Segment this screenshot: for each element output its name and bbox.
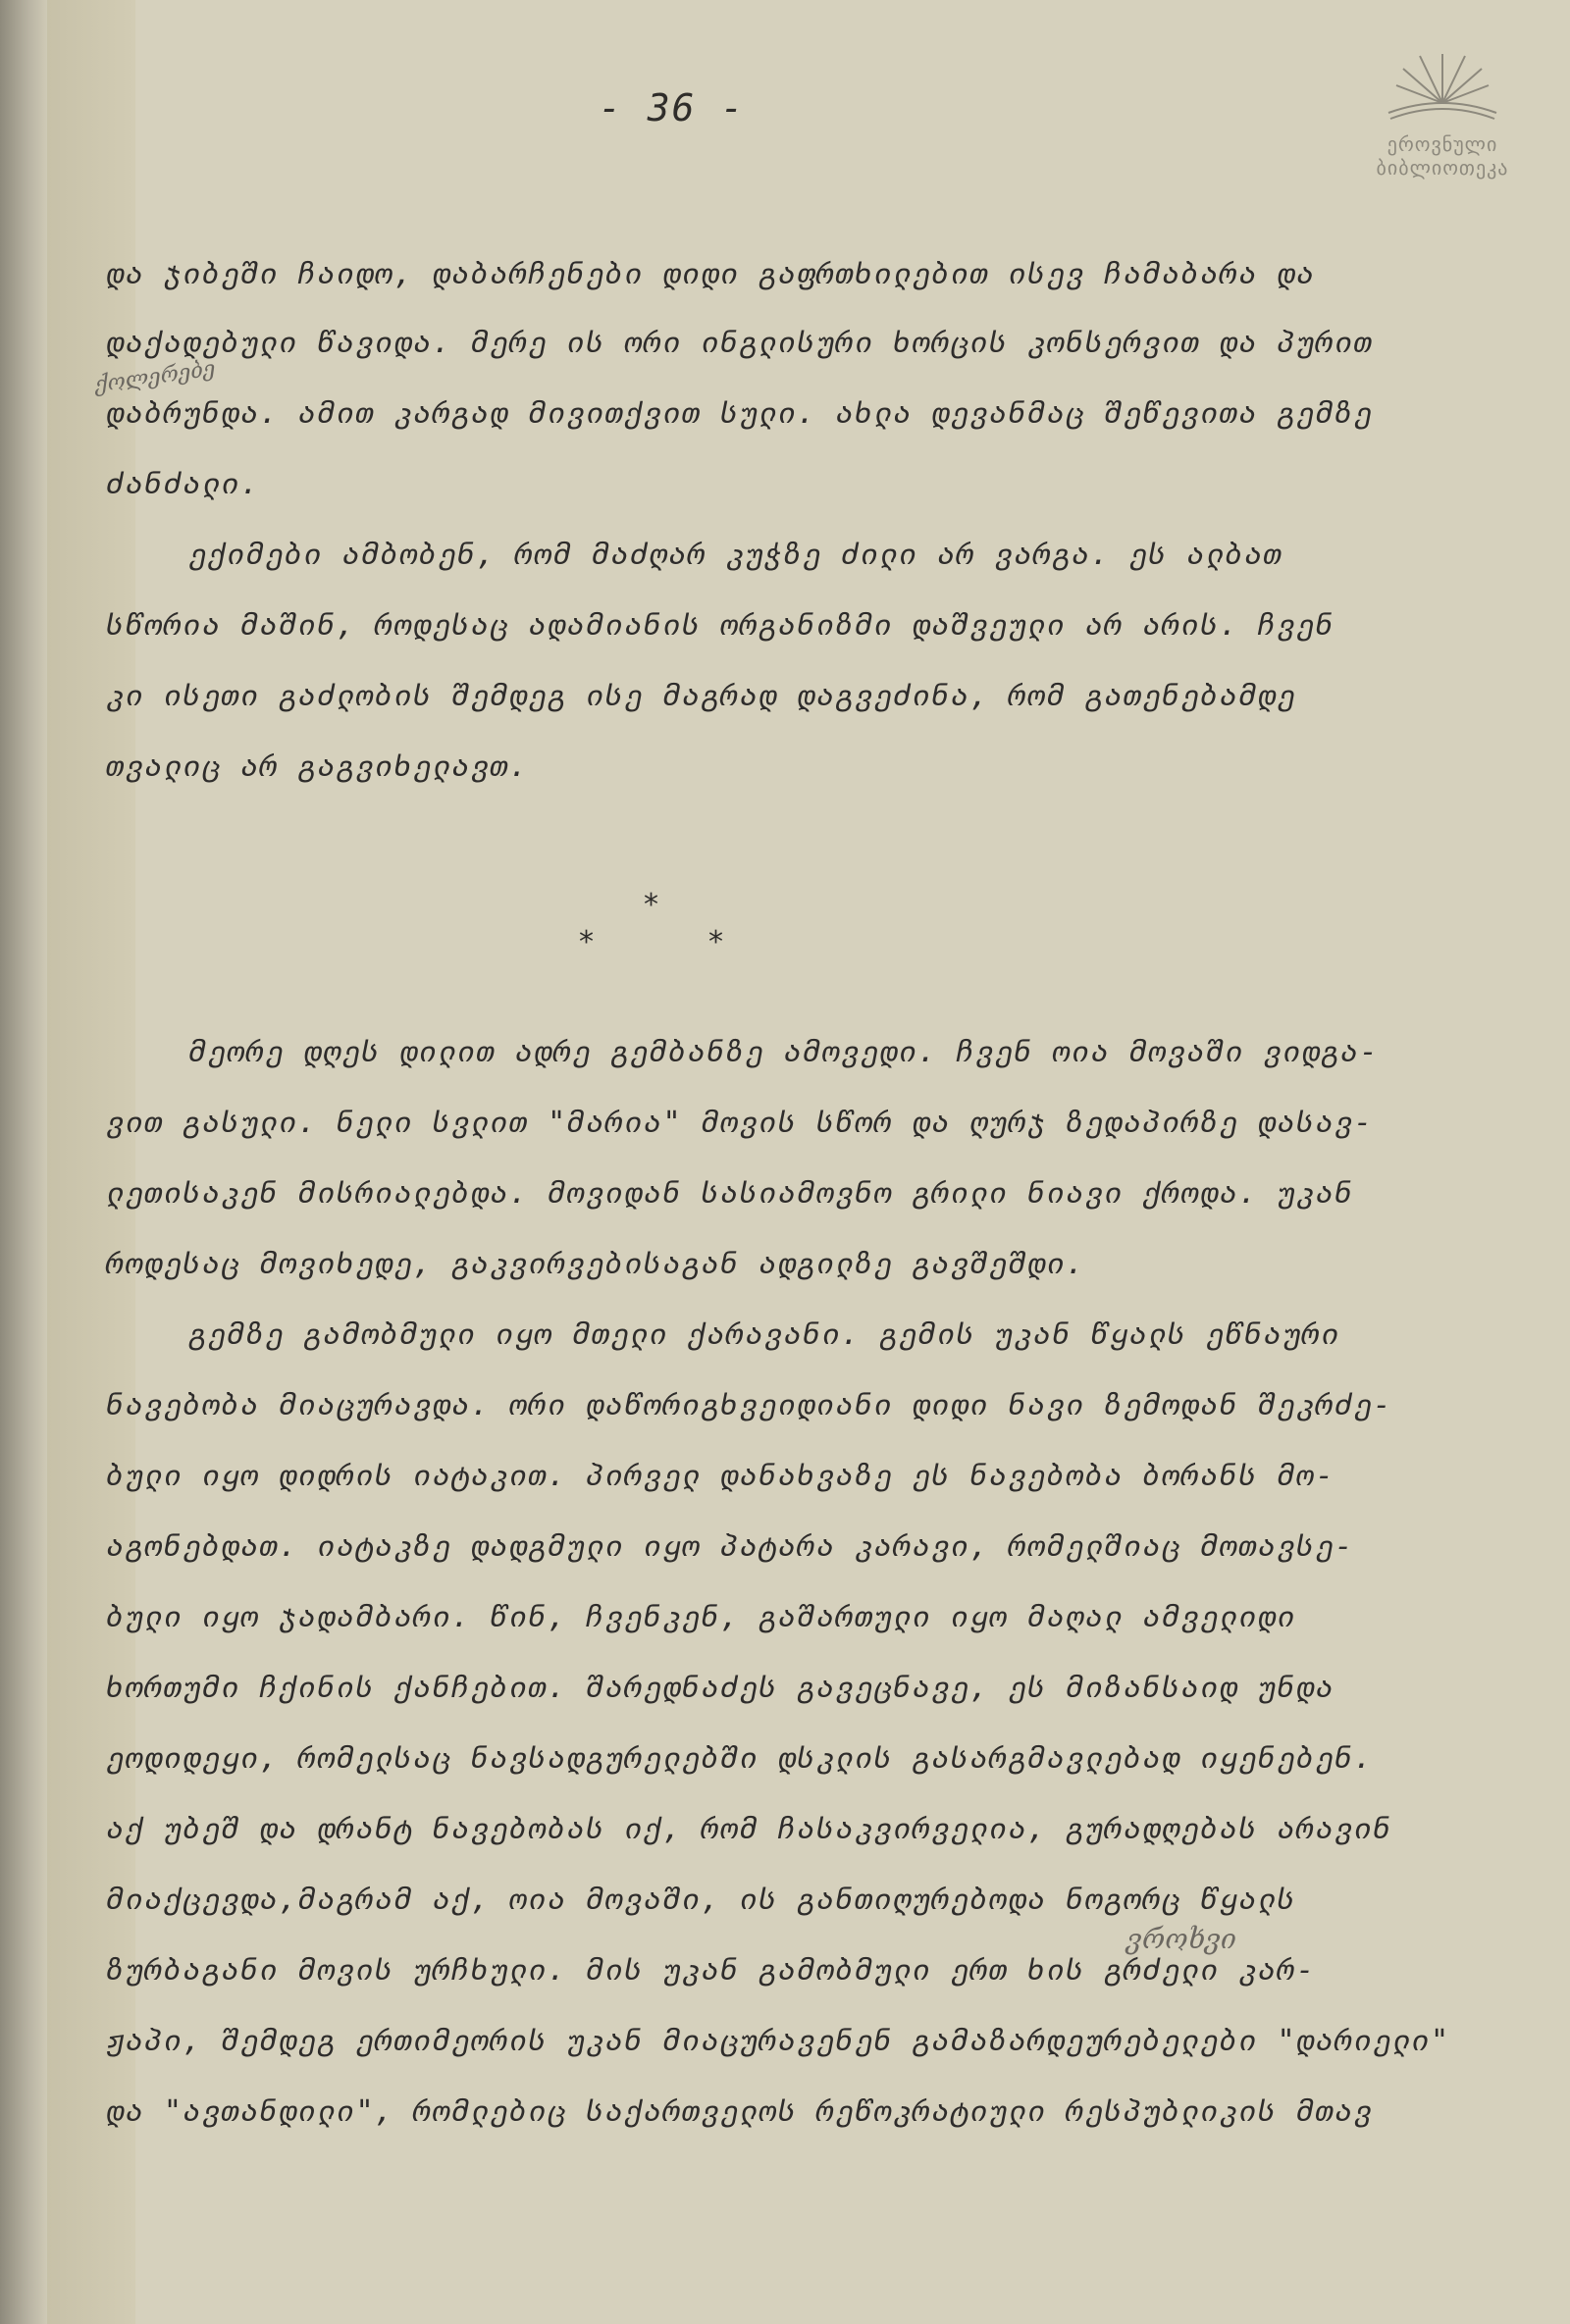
text-line: თვალიც არ გაგვიხელავთ. <box>106 749 529 784</box>
text-line: როდესაც მოვიხედე, გაკვირვებისაგან ადგილზე გავშეშდი. <box>106 1247 1085 1281</box>
library-watermark <box>1349 34 1536 191</box>
divider-star-top: * <box>644 888 658 922</box>
text-line: ბული იყო ჯადამბარი. წინ, ჩვენკენ, გაშართული იყო მაღალ ამველიდი <box>106 1600 1296 1634</box>
text-line: ზურბაგანი მოვის ურჩხული. მის უკან გამობმული ერთ ხის გრძელი კარ- <box>106 1953 1316 1988</box>
text-line: ჟაპი, შემდეგ ერთიმეორის უკან მიაცურავენენ გამაზარდეურებელები "დარიელი" <box>106 2024 1450 2058</box>
text-line: დაქადებული წავიდა. მერე ის ორი ინგლისური ხორცის კონსერვით და პურით <box>106 326 1374 360</box>
text-line: ხორთუმი ჩქინის ქანჩებით. შარედნაძეს გავეცნავე, ეს მიზანსაიდ უნდა <box>106 1671 1335 1705</box>
text-line: ბული იყო დიდრის იატაკით. პირველ დანახვაზე ეს ნავებობა ბორანს მო- <box>106 1459 1335 1493</box>
text-line: აგონებდათ. იატაკზე დადგმული იყო პატარა კარავი, რომელშიაც მოთავსე- <box>106 1529 1354 1564</box>
text-line: და "ავთანდილი", რომლებიც საქართველოს რეწოკრატიული რესპუბლიკის მთავ <box>106 2094 1374 2129</box>
text-line: ნავებობა მიაცურავდა. ორი დაწორიგხვეიდიანი დიდი ნავი ზემოდან შეკრძე- <box>106 1388 1392 1422</box>
margin-handwritten-note: ქოლერებე <box>92 356 218 398</box>
text-line: სწორია მაშინ, როდესაც ადამიანის ორგანიზმი დაშვეული არ არის. ჩვენ <box>106 608 1335 643</box>
text-line: ექიმები ამბობენ, რომ მაძღარ კუჭზე ძილი არ ვარგა. ეს ალბათ <box>188 538 1283 572</box>
watermark-line-1: ეროვნული <box>1387 132 1498 156</box>
text-line: აქ უბეშ და დრანტ ნავებობას იქ, რომ ჩასაკვირველია, გურადღებას არავინ <box>106 1812 1392 1846</box>
book-logo-icon <box>1369 34 1516 132</box>
watermark-line-2: ბიბლიოთეკა <box>1376 156 1509 180</box>
divider-star-left: * <box>579 925 594 959</box>
text-line: გემზე გამობმული იყო მთელი ქარავანი. გემის უკან წყალს ეწნაური <box>188 1317 1340 1352</box>
divider-star-right: * <box>708 925 723 959</box>
text-line: კი ისეთი გაძლობის შემდეგ ისე მაგრად დაგვეძინა, რომ გათენებამდე <box>106 679 1296 713</box>
text-line: მეორე დღეს დილით ადრე გემბანზე ამოვედი. ჩვენ ოია მოვაში ვიდგა- <box>188 1035 1379 1069</box>
handwritten-correction: ვროხვი <box>1126 1923 1236 1955</box>
text-line: ვით გასული. ნელი სვლით "მარია" მოვის სწორ და ღურჯ ზედაპირზე დასავ- <box>106 1106 1374 1140</box>
page-number: - 36 - <box>599 86 746 129</box>
text-line: მიაქცევდა,მაგრამ აქ, ოია მოვაში, ის განთიღურებოდა ნოგორც წყალს <box>106 1883 1296 1917</box>
text-line: ლეთისაკენ მისრიალებდა. მოვიდან სასიამოვნო გრილი ნიავი ქროდა. უკან <box>106 1176 1354 1211</box>
text-line: და ჯიბეში ჩაიდო, დაბარჩენები დიდი გაფრთხილებით ისევ ჩამაბარა და <box>106 257 1316 291</box>
text-line: დაბრუნდა. ამით კარგად მივითქვით სული. ახლა დევანმაც შეწევითა გემზე <box>106 396 1374 431</box>
page-binding-edge <box>0 0 47 2324</box>
text-line: ეოდიდეყი, რომელსაც ნავსადგურელებში დსკლის გასარგმავლებად იყენებენ. <box>106 1741 1374 1776</box>
text-line: ძანძალი. <box>106 467 260 501</box>
